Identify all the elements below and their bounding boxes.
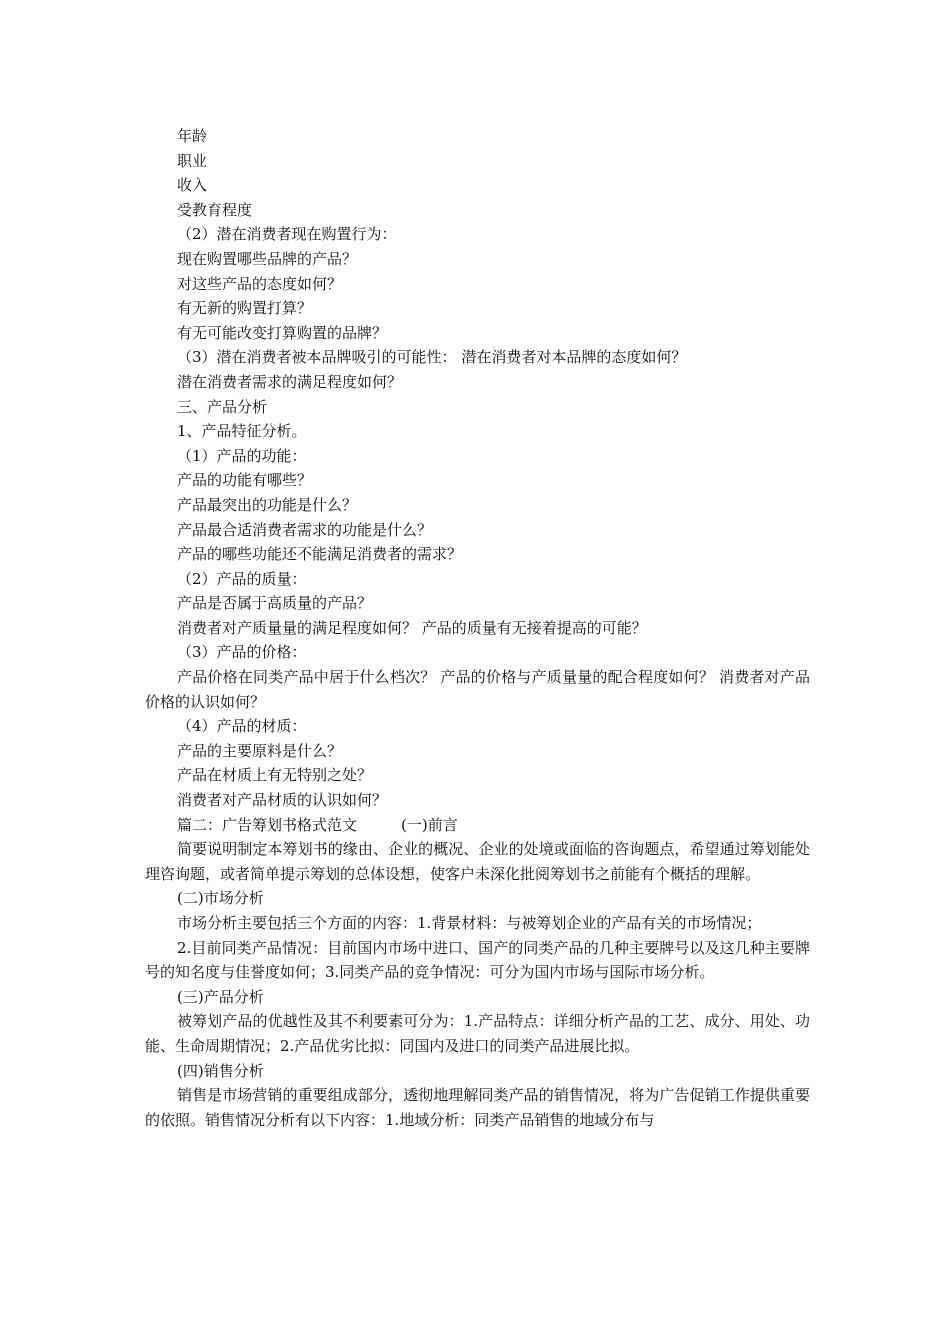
text-line: 消费者对产质量量的满足程度如何？ 产品的质量有无接着提高的可能？ bbox=[177, 618, 647, 637]
subheading: （2）产品的质量： bbox=[177, 569, 307, 588]
text-line: 受教育程度 bbox=[177, 200, 253, 219]
text-line: 产品最突出的功能是什么？ bbox=[177, 495, 358, 514]
section-heading: (三)产品分析 bbox=[177, 987, 264, 1006]
subheading: （3）潜在消费者被本品牌吸引的可能性： 潜在消费者对本品牌的态度如何？ bbox=[177, 348, 687, 367]
text-line: 产品的哪些功能还不能满足消费者的需求？ bbox=[177, 545, 463, 564]
subheading: （2）潜在消费者现在购置行为： bbox=[177, 225, 397, 244]
paragraph: 销售是市场营销的重要组成部分，透彻地理解同类产品的销售情况，将为广告促销工作提供重要的依照。销售情况分析有以下内容：1.地域分析：同类产品销售的地域分布与 bbox=[145, 1086, 810, 1129]
text-line: 消费者对产品材质的认识如何？ bbox=[177, 791, 388, 810]
text-line: 有无可能改变打算购置的品牌？ bbox=[177, 323, 388, 342]
paragraph: 简要说明制定本筹划书的缘由、企业的概况、企业的处境或面临的咨询题点，希望通过筹划能处理咨询题，或者简单提示筹划的总体设想，使客户未深化批阅筹划书之前能有个概括的理解。 bbox=[145, 840, 810, 883]
paragraph: 产品价格在同类产品中居于什么档次？ 产品的价格与产质量量的配合程度如何？ 消费者对产品价格的认识如何？ bbox=[145, 668, 810, 711]
subheading: （4）产品的材质： bbox=[177, 717, 307, 736]
text-line: 产品的主要原料是什么？ bbox=[177, 741, 343, 760]
article-heading bbox=[145, 813, 810, 838]
text-line: 产品是否属于高质量的产品？ bbox=[177, 594, 373, 613]
text-line: 现在购置哪些品牌的产品？ bbox=[177, 249, 358, 268]
section-heading: 三、产品分析 bbox=[177, 397, 268, 416]
paragraph: 2.目前同类产品情况：目前国内市场中进口、国产的同类产品的几种主要牌号以及这几种主要牌号的知名度与佳誉度如何；3.同类产品的竞争情况：可分为国内市场与国际市场分析。 bbox=[145, 938, 810, 982]
document-page bbox=[145, 124, 810, 1132]
article-title: 篇二：广告筹划书格式范文 bbox=[177, 815, 358, 834]
text-line: 收入 bbox=[177, 176, 208, 195]
text-line: 有无新的购置打算？ bbox=[177, 299, 313, 318]
text-line: 职业 bbox=[177, 151, 208, 170]
paragraph: 被筹划产品的优越性及其不利要素可分为：1.产品特点：详细分析产品的工艺、成分、用处、功能、生命周期情况；2.产品优劣比拟：同国内及进口的同类产品进展比拟。 bbox=[145, 1012, 810, 1055]
text-line: 产品在材质上有无特别之处？ bbox=[177, 766, 373, 785]
text-line: 年龄 bbox=[177, 127, 208, 145]
section-heading: (二)市场分析 bbox=[177, 889, 264, 908]
text-line: 产品的功能有哪些？ bbox=[177, 471, 313, 490]
section-heading-preface: (一)前言 bbox=[401, 815, 458, 834]
section-heading: (四)销售分析 bbox=[177, 1061, 264, 1080]
text-line: 对这些产品的态度如何？ bbox=[177, 274, 343, 293]
subheading: 1、产品特征分析。 bbox=[177, 422, 307, 441]
subheading: （1）产品的功能： bbox=[177, 446, 307, 465]
paragraph: 市场分析主要包括三个方面的内容：1.背景材料：与被筹划企业的产品有关的市场情况； bbox=[177, 914, 762, 932]
subheading: （3）产品的价格： bbox=[177, 643, 307, 662]
text-line: 潜在消费者需求的满足程度如何？ bbox=[177, 372, 403, 391]
text-line: 产品最合适消费者需求的功能是什么？ bbox=[177, 520, 433, 539]
